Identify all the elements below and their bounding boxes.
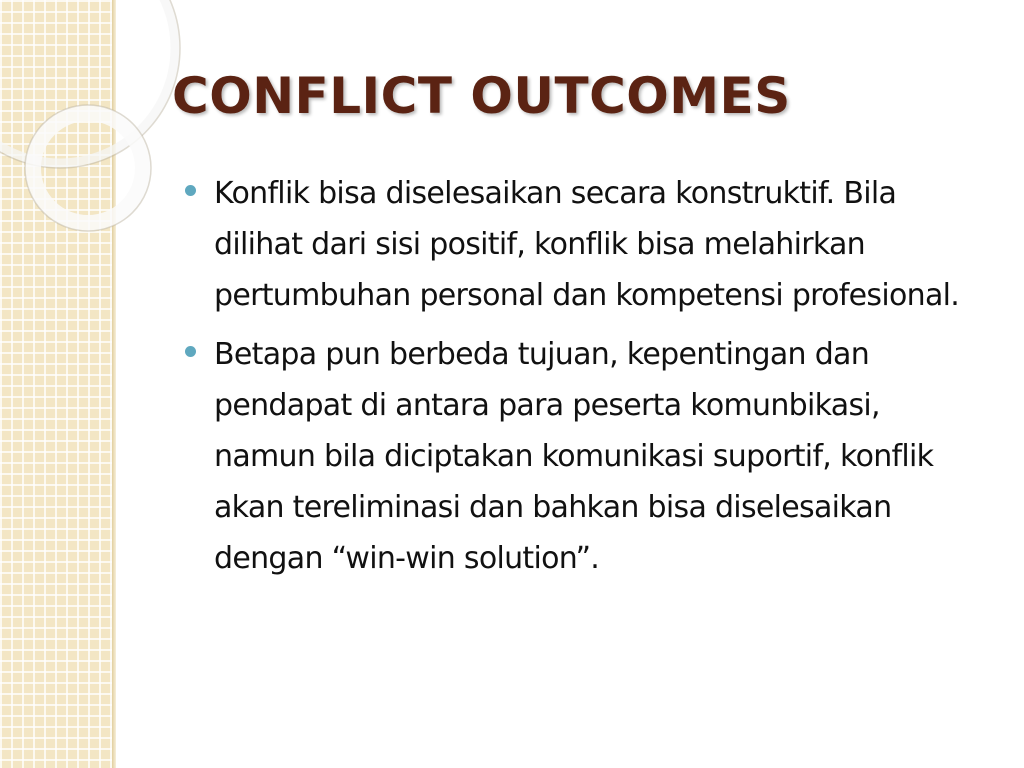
slide-title: CONFLICT OUTCOMES [172, 67, 791, 125]
side-strip-edge [112, 0, 116, 768]
decorative-side-strip [0, 0, 112, 768]
bullet-dot-icon [185, 346, 196, 357]
bullet-item [185, 168, 985, 321]
bullet-text: Betapa pun berbeda tujuan, kepentingan dan pendapat di antara para peserta komunbikasi, namun bila diciptakan komunikasi suportif, konflik akan tereliminasi dan bahkan bisa diselesaikan dengan “win-win solution”. [214, 337, 934, 576]
bullet-text: Konflik bisa diselesaikan secara konstruktif. Bila dilihat dari sisi positif, konflik bisa melahirkan pertumbuhan personal dan kompetensi profesional. [214, 176, 960, 313]
bullet-list [185, 168, 985, 592]
bullet-item [185, 329, 985, 584]
bullet-dot-icon [185, 185, 196, 196]
